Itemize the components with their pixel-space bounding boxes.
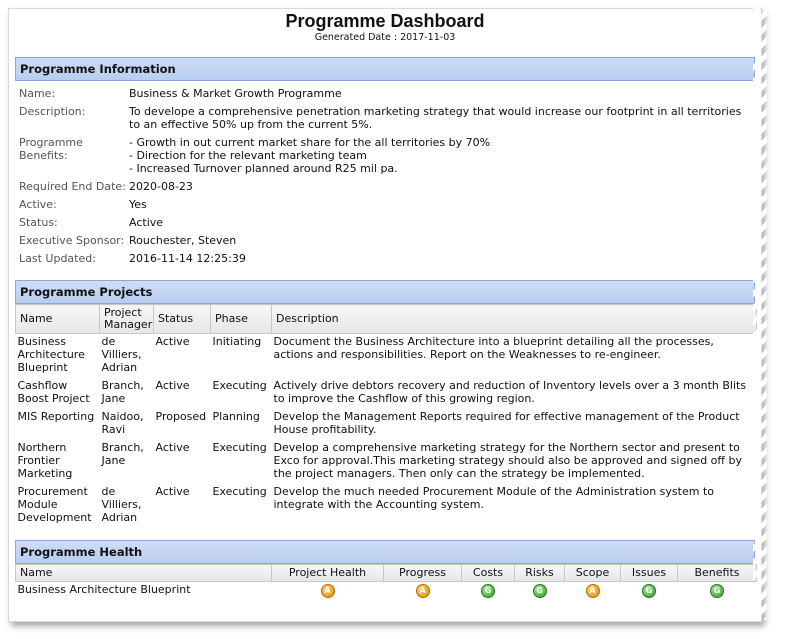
table-row	[16, 582, 757, 603]
info-row	[19, 198, 755, 211]
column-header[interactable]: Progress	[384, 565, 462, 582]
column-header[interactable]: Scope	[565, 565, 621, 582]
column-header[interactable]: Status	[154, 305, 211, 334]
health-cell	[565, 582, 621, 603]
column-header[interactable]: Project Health	[272, 565, 384, 582]
column-header[interactable]: Project Manager	[100, 305, 154, 334]
info-value: 2016-11-14 12:25:39	[129, 252, 246, 265]
project-status: Active	[155, 379, 190, 392]
info-label: Last Updated:	[19, 252, 96, 265]
column-header[interactable]: Description	[272, 305, 757, 334]
project-description: Develop the much needed Procurement Module of the Administration system to integrate with the Accounting system.	[273, 485, 714, 511]
project-manager: Branch, Jane	[101, 441, 144, 467]
info-row	[19, 252, 755, 265]
green-status-icon: G	[533, 584, 547, 598]
project-manager: Naidoo, Ravi	[101, 410, 144, 436]
column-header[interactable]: Name	[16, 565, 272, 582]
info-value: Rouchester, Steven	[129, 234, 237, 247]
info-label: Required End Date:	[19, 180, 126, 193]
project-name: Procurement Module Development	[17, 485, 92, 524]
info-value: - Growth in out current market share for the all territories by 70% - Direction for the relevant marketing team - Increased Turnover planned around R25 mil pa.	[129, 136, 491, 175]
green-status-icon: G	[642, 584, 656, 598]
info-value: To develope a comprehensive penetration marketing strategy that would increase our footprint in all territories to an effective 50% up from the current 5%.	[129, 105, 742, 131]
green-status-icon: G	[481, 584, 495, 598]
column-header[interactable]: Risks	[515, 565, 565, 582]
project-phase: Planning	[212, 410, 260, 423]
section-header-health: Programme Health	[15, 540, 755, 564]
info-row	[19, 234, 755, 247]
health-project-name: Business Architecture Blueprint	[17, 583, 191, 596]
info-label: Status:	[19, 216, 58, 229]
project-name: MIS Reporting	[17, 410, 95, 423]
info-label: Description:	[19, 105, 86, 118]
amber-status-icon: A	[586, 584, 600, 598]
health-cell	[678, 582, 757, 603]
project-name: Northern Frontier Marketing	[17, 441, 73, 480]
programme-information	[19, 87, 755, 265]
info-label: Active:	[19, 198, 57, 211]
project-phase: Executing	[212, 485, 267, 498]
generated-date: Generated Date : 2017-11-03	[314, 32, 456, 43]
table-row	[16, 409, 757, 440]
report-page	[8, 8, 762, 622]
column-header[interactable]: Name	[16, 305, 100, 334]
section-header-information: Programme Information	[15, 57, 755, 81]
health-table	[15, 564, 757, 602]
project-status: Active	[155, 485, 190, 498]
health-cell	[621, 582, 678, 603]
page-title: Programme Dashboard	[285, 11, 485, 31]
project-name: Business Architecture Blueprint	[17, 335, 85, 374]
health-cell	[272, 582, 384, 603]
project-description: Develop a comprehensive marketing strategy for the Northern sector and present to Exco for approval.This marketing strategy should also be approved and signed off by the project managers. Then only can the strategy be implemented.	[273, 441, 742, 480]
info-label: Name:	[19, 87, 56, 100]
project-phase: Initiating	[212, 335, 262, 348]
info-label: Programme Benefits:	[19, 136, 83, 162]
section-header-projects: Programme Projects	[15, 280, 755, 304]
column-header[interactable]: Issues	[621, 565, 678, 582]
health-cell	[384, 582, 462, 603]
project-status: Proposed	[155, 410, 207, 423]
project-manager: de Villiers, Adrian	[101, 335, 142, 374]
info-row	[19, 136, 755, 175]
info-value: Active	[129, 216, 164, 229]
info-row	[19, 180, 755, 193]
info-row	[19, 105, 755, 131]
column-header[interactable]: Costs	[462, 565, 515, 582]
table-row	[16, 484, 757, 528]
info-value: 2020-08-23	[129, 180, 193, 193]
project-phase: Executing	[212, 379, 267, 392]
health-cell	[515, 582, 565, 603]
info-value: Business & Market Growth Programme	[129, 87, 342, 100]
project-name: Cashflow Boost Project	[17, 379, 90, 405]
project-description: Actively drive debtors recovery and reduction of Inventory levels over a 3 month Blits to improve the Cashflow of this growing region.	[273, 379, 747, 405]
green-status-icon: G	[710, 584, 724, 598]
column-header[interactable]: Phase	[211, 305, 272, 334]
column-header[interactable]: Benefits	[678, 565, 757, 582]
table-row	[16, 334, 757, 379]
project-status: Active	[155, 441, 190, 454]
project-description: Document the Business Architecture into a blueprint detailing all the processes, actions and responsibilities. Report on the Weaknesses to re-engineer.	[273, 335, 714, 361]
project-manager: Branch, Jane	[101, 379, 144, 405]
project-description: Develop the Management Reports required for effective management of the Product House profitability.	[273, 410, 740, 436]
health-cell	[462, 582, 515, 603]
table-row	[16, 378, 757, 409]
info-row	[19, 216, 755, 229]
info-label: Executive Sponsor:	[19, 234, 125, 247]
amber-status-icon: A	[321, 584, 335, 598]
project-phase: Executing	[212, 441, 267, 454]
project-status: Active	[155, 335, 190, 348]
info-row	[19, 87, 755, 100]
info-value: Yes	[129, 198, 147, 211]
projects-table	[15, 304, 757, 528]
amber-status-icon: A	[416, 584, 430, 598]
table-row	[16, 440, 757, 484]
project-manager: de Villiers, Adrian	[101, 485, 142, 524]
torn-edge	[753, 8, 767, 620]
